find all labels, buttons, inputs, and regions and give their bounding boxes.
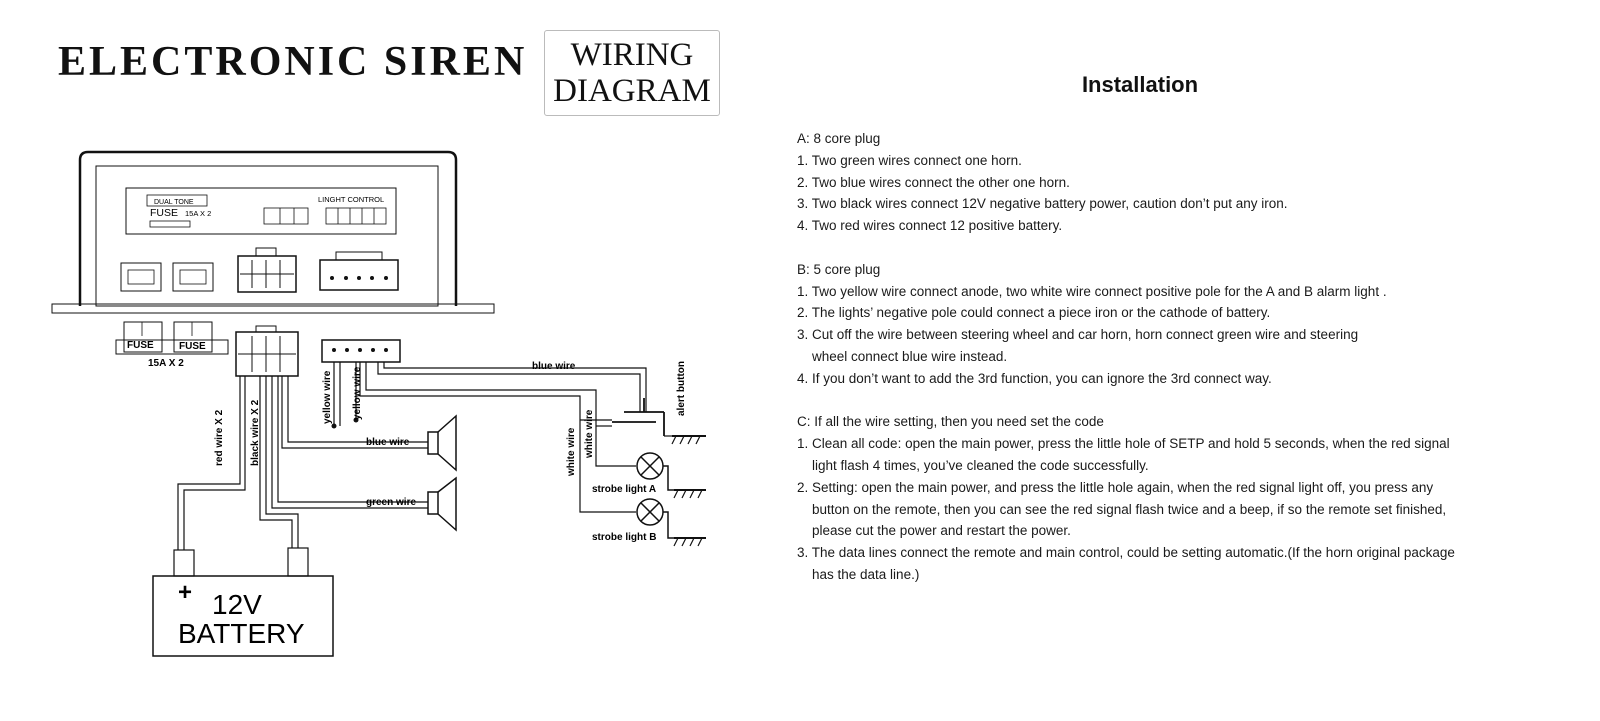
instruction-line: A: 8 core plug bbox=[797, 131, 881, 146]
instruction-line: 1. Two green wires connect one horn. bbox=[797, 152, 1022, 168]
battery-terminal-positive bbox=[174, 550, 194, 576]
blue-wire-alert-path bbox=[378, 362, 640, 412]
siren-unit-base bbox=[52, 304, 494, 313]
battery-voltage: 12V bbox=[212, 589, 262, 620]
yellow-wire-label-2: yellow wire bbox=[352, 366, 363, 420]
unit-fuse-socket-2 bbox=[173, 263, 213, 291]
panel-dual-tone: DUAL TONE bbox=[154, 199, 194, 206]
horn-2 bbox=[428, 478, 456, 530]
blue-wire-horn-label: blue wire bbox=[366, 437, 410, 448]
blue-wire-top-label: blue wire bbox=[532, 361, 576, 372]
battery-terminal-negative bbox=[288, 548, 308, 576]
yellow-wire-label-1: yellow wire bbox=[322, 370, 333, 424]
instruction-line: 2. The lights’ negative pole could connect a piece iron or the cathode of battery. bbox=[797, 305, 1271, 321]
ground-symbol-alert bbox=[672, 436, 706, 444]
ground-symbol-a bbox=[674, 490, 706, 498]
instruction-line: please cut the power and restart the power. bbox=[812, 523, 1071, 539]
alert-button bbox=[612, 398, 664, 436]
siren-unit-face bbox=[96, 166, 438, 306]
instruction-line: wheel connect blue wire instead. bbox=[812, 348, 1008, 364]
panel-fuse-slot bbox=[150, 221, 190, 227]
instruction-line: C: If all the wire setting, then you need set the code bbox=[797, 414, 1104, 430]
instruction-line: 1. Two yellow wire connect anode, two white wire connect positive pole for the A and B alarm light . bbox=[797, 283, 1387, 299]
wiring-label-line2: DIAGRAM bbox=[553, 73, 711, 109]
instruction-line: light flash 4 times, you’ve cleaned the code successfully. bbox=[812, 457, 1149, 473]
wiring-label-line1: WIRING bbox=[570, 37, 694, 73]
ground-symbol-b bbox=[674, 538, 706, 546]
instruction-line: 1. Clean all code: open the main power, press the little hole of SETP and hold 5 seconds, when the red signal bbox=[797, 436, 1450, 452]
instruction-line: 3. Cut off the wire between steering wheel and car horn, horn connect green wire and steering bbox=[797, 327, 1359, 343]
installation-title: Installation bbox=[1081, 72, 1199, 97]
instruction-gap bbox=[797, 237, 1477, 259]
red-wire-path bbox=[178, 376, 240, 550]
siren-unit-housing bbox=[80, 152, 456, 306]
panel-fuse-rating: 15A X 2 bbox=[185, 209, 212, 218]
unit-fuse-socket-1 bbox=[121, 263, 161, 291]
instruction-line: 2. Two blue wires connect the other one horn. bbox=[797, 174, 1070, 190]
instruction-line: B: 5 core plug bbox=[797, 261, 881, 277]
instruction-gap bbox=[797, 390, 1477, 412]
instruction-line: 2. Setting: open the main power, and press the little hole again, when the red signal light off, you press any bbox=[797, 479, 1434, 495]
horn-1 bbox=[428, 416, 456, 470]
black-wire-label: black wire X 2 bbox=[250, 399, 261, 466]
panel-light-control: LINGHT CONTROL bbox=[318, 195, 385, 204]
fuse-rating-label: 15A X 2 bbox=[148, 358, 184, 369]
fuse-2-label: FUSE bbox=[179, 341, 206, 352]
battery-label: BATTERY bbox=[178, 618, 305, 649]
light-control-icon bbox=[326, 208, 386, 224]
diagram-title: ELECTRONIC SIREN bbox=[58, 39, 528, 85]
green-wire-label: green wire bbox=[366, 497, 417, 508]
alert-button-label: alert button bbox=[676, 361, 687, 416]
fuse-1-label: FUSE bbox=[127, 340, 154, 351]
instruction-line: 4. If you don’t want to add the 3rd function, you can ignore the 3rd connect way. bbox=[797, 370, 1272, 386]
red-wire-label: red wire X 2 bbox=[214, 409, 225, 466]
instruction-line: button on the remote, then you can see the red signal flash twice and a beep, if so the remote set finished, bbox=[812, 501, 1447, 517]
wiring-diagram bbox=[0, 0, 760, 721]
instruction-line: 3. The data lines connect the remote and main control, could be setting automatic.(If the horn original package bbox=[797, 545, 1455, 561]
five-core-socket bbox=[320, 260, 398, 290]
white-wire-label-1: white wire bbox=[566, 427, 577, 476]
strobe-a-label: strobe light A bbox=[592, 484, 657, 495]
instruction-line: has the data line.) bbox=[812, 566, 920, 582]
panel-plug-icon bbox=[264, 208, 308, 224]
installation-instructions bbox=[797, 128, 1477, 586]
black-wire-path bbox=[260, 376, 292, 548]
panel-fuse: FUSE bbox=[150, 207, 179, 219]
instruction-line: 4. Two red wires connect 12 positive battery. bbox=[797, 218, 1063, 234]
white-wire-label-2: white wire bbox=[584, 409, 595, 458]
strobe-b-label: strobe light B bbox=[592, 532, 657, 543]
battery-plus-sign: + bbox=[178, 579, 193, 606]
instruction-line: 3. Two black wires connect 12V negative battery power, caution don’t put any iron. bbox=[797, 196, 1288, 212]
